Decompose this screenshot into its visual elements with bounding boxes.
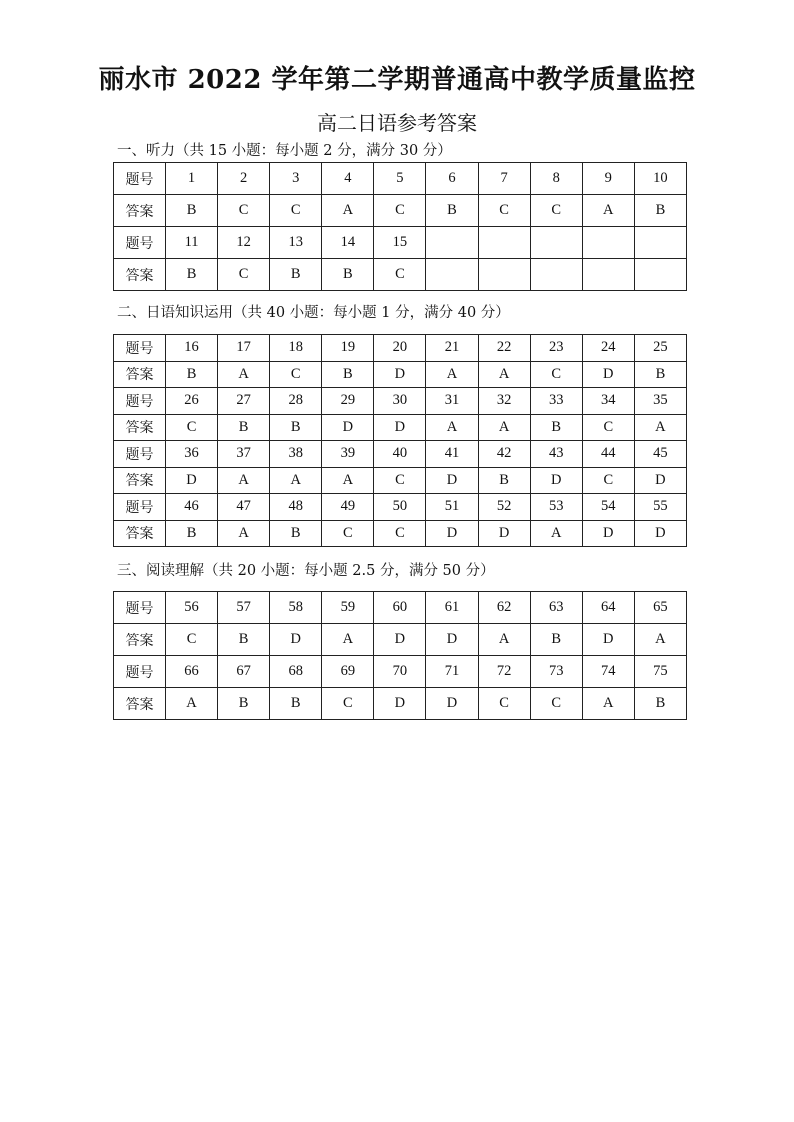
table-row — [114, 335, 687, 362]
question-number-cell: 59 — [322, 592, 374, 624]
question-number-cell: 56 — [166, 592, 218, 624]
answer-cell: A — [478, 624, 530, 656]
answer-cell: A — [530, 520, 582, 547]
section-reading-title: 三、阅读理解（共 20 小题：每小题 2.5 分，满分 50 分） — [117, 563, 495, 579]
question-number-cell: 54 — [582, 494, 634, 521]
question-number-cell: 62 — [478, 592, 530, 624]
question-number-cell: 67 — [218, 656, 270, 688]
question-number-cell: 30 — [374, 388, 426, 415]
answer-cell: B — [478, 467, 530, 494]
question-number-label: 题号 — [114, 656, 166, 688]
section-knowledge-title: 二、日语知识运用（共 40 小题：每小题 1 分，满分 40 分） — [117, 305, 510, 321]
answer-cell: C — [374, 520, 426, 547]
question-number-cell: 8 — [530, 163, 582, 195]
question-number-cell: 61 — [426, 592, 478, 624]
table-row — [114, 656, 687, 688]
answer-cell: D — [270, 624, 322, 656]
answer-cell: D — [582, 520, 634, 547]
question-number-cell: 35 — [634, 388, 686, 415]
answer-label: 答案 — [114, 259, 166, 291]
question-number-cell: 1 — [166, 163, 218, 195]
answer-label: 答案 — [114, 688, 166, 720]
answer-cell — [582, 259, 634, 291]
answer-cell: D — [374, 414, 426, 441]
question-number-cell: 53 — [530, 494, 582, 521]
answer-cell: D — [634, 467, 686, 494]
answer-cell: B — [634, 688, 686, 720]
answer-cell: C — [322, 520, 374, 547]
question-number-label: 题号 — [114, 592, 166, 624]
question-number-cell: 74 — [582, 656, 634, 688]
question-number-cell: 34 — [582, 388, 634, 415]
question-number-cell: 42 — [478, 441, 530, 468]
answer-cell: C — [374, 195, 426, 227]
question-number-cell: 46 — [166, 494, 218, 521]
question-number-cell: 16 — [166, 335, 218, 362]
answer-cell — [530, 259, 582, 291]
question-number-cell: 58 — [270, 592, 322, 624]
answer-cell: D — [322, 414, 374, 441]
answer-cell: B — [270, 259, 322, 291]
table-row — [114, 163, 687, 195]
answer-cell: A — [478, 361, 530, 388]
question-number-cell: 11 — [166, 227, 218, 259]
question-number-cell: 39 — [322, 441, 374, 468]
table-row — [114, 441, 687, 468]
question-number-cell: 17 — [218, 335, 270, 362]
answer-cell: C — [218, 259, 270, 291]
question-number-cell: 28 — [270, 388, 322, 415]
question-number-cell: 15 — [374, 227, 426, 259]
answer-cell: D — [634, 520, 686, 547]
question-number-cell — [426, 227, 478, 259]
answer-cell: A — [218, 520, 270, 547]
listening-answer-table — [113, 162, 687, 291]
question-number-cell: 48 — [270, 494, 322, 521]
answer-cell: B — [634, 361, 686, 388]
table-row — [114, 414, 687, 441]
question-number-cell: 43 — [530, 441, 582, 468]
question-number-label: 题号 — [114, 441, 166, 468]
answer-cell — [634, 259, 686, 291]
question-number-cell: 40 — [374, 441, 426, 468]
question-number-cell — [530, 227, 582, 259]
question-number-cell: 75 — [634, 656, 686, 688]
question-number-label: 题号 — [114, 388, 166, 415]
answer-cell: A — [426, 361, 478, 388]
answer-cell: A — [166, 688, 218, 720]
answer-cell: C — [478, 195, 530, 227]
question-number-cell — [634, 227, 686, 259]
answer-label: 答案 — [114, 624, 166, 656]
question-number-cell: 7 — [478, 163, 530, 195]
answer-cell: B — [530, 624, 582, 656]
answer-cell: C — [478, 688, 530, 720]
answer-cell: B — [166, 361, 218, 388]
question-number-cell: 63 — [530, 592, 582, 624]
question-number-cell: 25 — [634, 335, 686, 362]
answer-label: 答案 — [114, 520, 166, 547]
page-title: 丽水市 2022 学年第二学期普通高中教学质量监控 — [98, 65, 696, 95]
question-number-cell: 5 — [374, 163, 426, 195]
answer-cell: B — [218, 688, 270, 720]
answer-cell: C — [166, 414, 218, 441]
answer-cell: A — [322, 624, 374, 656]
answer-cell: C — [270, 195, 322, 227]
answer-cell: D — [426, 467, 478, 494]
answer-cell: A — [582, 688, 634, 720]
question-number-label: 题号 — [114, 335, 166, 362]
answer-cell: C — [374, 259, 426, 291]
answer-cell: D — [374, 361, 426, 388]
answer-cell: C — [218, 195, 270, 227]
table-row — [114, 259, 687, 291]
table-row — [114, 624, 687, 656]
question-number-cell: 51 — [426, 494, 478, 521]
question-number-cell: 2 — [218, 163, 270, 195]
answer-cell: B — [426, 195, 478, 227]
question-number-cell: 36 — [166, 441, 218, 468]
answer-cell: A — [218, 361, 270, 388]
question-number-cell: 24 — [582, 335, 634, 362]
question-number-cell: 41 — [426, 441, 478, 468]
answer-cell: B — [270, 414, 322, 441]
question-number-cell: 26 — [166, 388, 218, 415]
question-number-cell: 3 — [270, 163, 322, 195]
question-number-cell: 27 — [218, 388, 270, 415]
knowledge-answer-table — [113, 334, 687, 547]
answer-cell: D — [426, 520, 478, 547]
page-subtitle: 高二日语参考答案 — [317, 111, 477, 135]
answer-label: 答案 — [114, 195, 166, 227]
question-number-cell: 60 — [374, 592, 426, 624]
question-number-cell: 31 — [426, 388, 478, 415]
question-number-cell: 73 — [530, 656, 582, 688]
table-row — [114, 388, 687, 415]
question-number-cell: 45 — [634, 441, 686, 468]
question-number-cell: 38 — [270, 441, 322, 468]
question-number-cell: 13 — [270, 227, 322, 259]
question-number-cell: 29 — [322, 388, 374, 415]
answer-cell: C — [270, 361, 322, 388]
answer-cell: D — [374, 624, 426, 656]
question-number-cell: 21 — [426, 335, 478, 362]
question-number-cell: 14 — [322, 227, 374, 259]
answer-cell: A — [322, 195, 374, 227]
question-number-cell: 9 — [582, 163, 634, 195]
answer-cell — [426, 259, 478, 291]
question-number-cell: 55 — [634, 494, 686, 521]
answer-cell: A — [322, 467, 374, 494]
table-row — [114, 494, 687, 521]
answer-cell: B — [166, 520, 218, 547]
question-number-label: 题号 — [114, 227, 166, 259]
question-number-cell: 65 — [634, 592, 686, 624]
answer-cell: D — [426, 624, 478, 656]
question-number-label: 题号 — [114, 163, 166, 195]
answer-cell: B — [634, 195, 686, 227]
table-row — [114, 195, 687, 227]
question-number-cell: 72 — [478, 656, 530, 688]
answer-cell: B — [270, 688, 322, 720]
answer-cell: B — [166, 259, 218, 291]
question-number-cell: 50 — [374, 494, 426, 521]
question-number-cell: 57 — [218, 592, 270, 624]
question-number-cell: 49 — [322, 494, 374, 521]
answer-cell: B — [218, 414, 270, 441]
table-row — [114, 227, 687, 259]
answer-cell: D — [166, 467, 218, 494]
question-number-cell: 12 — [218, 227, 270, 259]
question-number-cell: 20 — [374, 335, 426, 362]
question-number-cell: 44 — [582, 441, 634, 468]
table-row — [114, 361, 687, 388]
question-number-cell: 18 — [270, 335, 322, 362]
answer-cell: A — [426, 414, 478, 441]
answer-cell: B — [270, 520, 322, 547]
answer-cell: A — [478, 414, 530, 441]
section-listening-title: 一、听力（共 15 小题：每小题 2 分，满分 30 分） — [117, 143, 452, 159]
table-row — [114, 688, 687, 720]
question-number-cell — [582, 227, 634, 259]
question-number-cell: 10 — [634, 163, 686, 195]
answer-cell: D — [374, 688, 426, 720]
answer-cell: B — [166, 195, 218, 227]
question-number-cell: 68 — [270, 656, 322, 688]
answer-cell: D — [582, 361, 634, 388]
question-number-cell: 47 — [218, 494, 270, 521]
question-number-cell: 23 — [530, 335, 582, 362]
answer-cell: C — [322, 688, 374, 720]
answer-label: 答案 — [114, 467, 166, 494]
answer-cell: D — [426, 688, 478, 720]
answer-cell: B — [322, 259, 374, 291]
answer-label: 答案 — [114, 414, 166, 441]
answer-cell: D — [582, 624, 634, 656]
answer-cell: B — [530, 414, 582, 441]
question-number-cell: 71 — [426, 656, 478, 688]
answer-cell: C — [530, 361, 582, 388]
question-number-cell: 64 — [582, 592, 634, 624]
answer-cell: C — [582, 467, 634, 494]
question-number-cell: 4 — [322, 163, 374, 195]
question-number-cell: 66 — [166, 656, 218, 688]
answer-cell: B — [322, 361, 374, 388]
answer-cell: C — [374, 467, 426, 494]
answer-cell: B — [218, 624, 270, 656]
question-number-cell: 37 — [218, 441, 270, 468]
table-row — [114, 467, 687, 494]
answer-cell: A — [218, 467, 270, 494]
question-number-cell: 52 — [478, 494, 530, 521]
question-number-cell — [478, 227, 530, 259]
reading-answer-table — [113, 591, 687, 720]
answer-cell: A — [270, 467, 322, 494]
answer-cell: D — [530, 467, 582, 494]
question-number-cell: 33 — [530, 388, 582, 415]
answer-cell: C — [166, 624, 218, 656]
question-number-cell: 19 — [322, 335, 374, 362]
table-row — [114, 520, 687, 547]
answer-cell: C — [530, 195, 582, 227]
answer-cell: C — [582, 414, 634, 441]
answer-cell — [478, 259, 530, 291]
answer-cell: A — [582, 195, 634, 227]
answer-cell: A — [634, 414, 686, 441]
question-number-cell: 6 — [426, 163, 478, 195]
question-number-cell: 70 — [374, 656, 426, 688]
table-row — [114, 592, 687, 624]
answer-cell: D — [478, 520, 530, 547]
answer-label: 答案 — [114, 361, 166, 388]
question-number-cell: 69 — [322, 656, 374, 688]
question-number-cell: 22 — [478, 335, 530, 362]
question-number-label: 题号 — [114, 494, 166, 521]
question-number-cell: 32 — [478, 388, 530, 415]
answer-cell: A — [634, 624, 686, 656]
answer-cell: C — [530, 688, 582, 720]
